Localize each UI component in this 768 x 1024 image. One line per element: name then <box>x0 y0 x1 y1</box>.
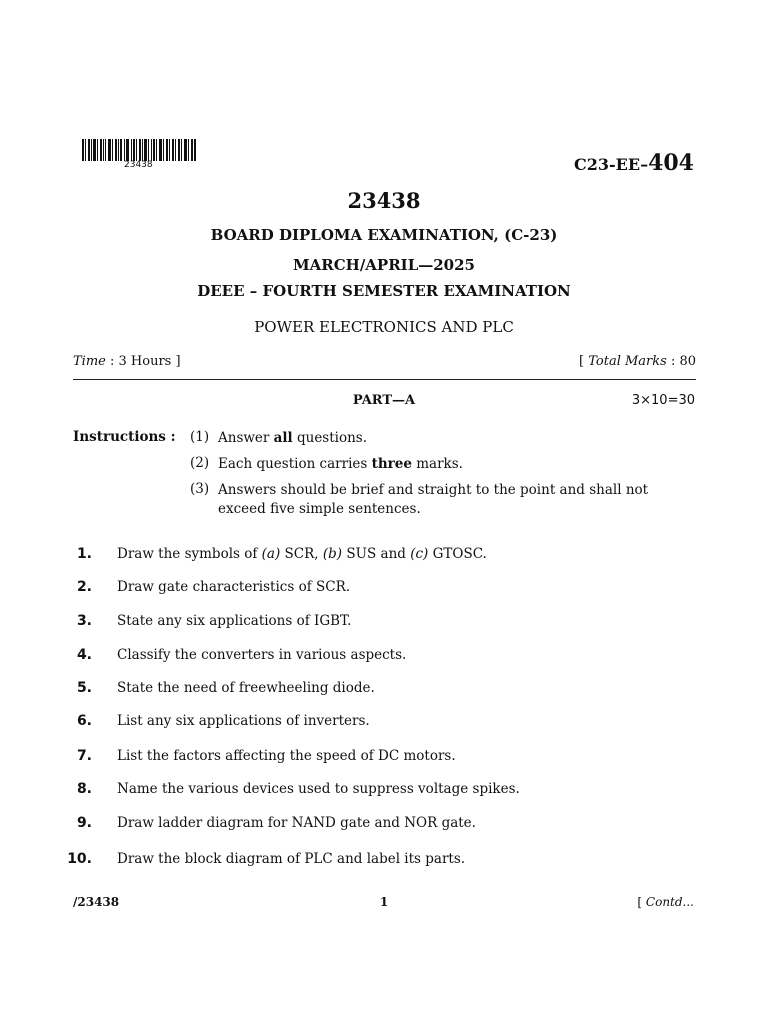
question-text: Name the various devices used to suppress voltage spikes. <box>117 781 520 797</box>
paper-code <box>574 150 694 176</box>
paper-code-prefix: C23-EE– <box>574 155 649 174</box>
instruction-item <box>190 429 678 448</box>
barcode <box>82 139 196 161</box>
paper-code-number: 404 <box>648 150 694 176</box>
question-text: State the need of freewheeling diode. <box>117 680 375 696</box>
footer-contd <box>637 895 694 909</box>
total-marks <box>579 354 696 369</box>
total-marks-bracket: [ <box>579 354 589 369</box>
instruction-number: (1) <box>190 429 210 445</box>
question-number: 7. <box>76 748 92 764</box>
question-number: 1. <box>76 546 92 562</box>
question-text: List any six applications of inverters. <box>117 713 370 729</box>
part-marks: 3×10=30 <box>631 393 695 408</box>
footer-contd-bracket: [ <box>637 895 646 909</box>
question-number: 8. <box>76 781 92 797</box>
instruction-item <box>190 455 678 474</box>
total-marks-value: : 80 <box>666 354 696 369</box>
exam-title: BOARD DIPLOMA EXAMINATION, (C-23) <box>210 226 558 244</box>
exam-semester: DEEE – FOURTH SEMESTER EXAMINATION <box>197 282 571 300</box>
subject-title: POWER ELECTRONICS AND PLC <box>254 318 514 336</box>
instruction-text: Each question carries three marks. <box>218 456 463 472</box>
question-text: State any six applications of IGBT. <box>117 613 352 629</box>
question-text: Draw ladder diagram for NAND gate and NOR gate. <box>117 815 476 831</box>
question-number: 4. <box>76 647 92 663</box>
question-text: Draw the block diagram of PLC and label its parts. <box>117 851 466 867</box>
question-text: Draw the symbols of (a) SCR, (b) SUS and (c) GTOSC. <box>117 546 487 562</box>
page-number: 1 <box>379 895 389 909</box>
part-title: PART—A <box>352 393 416 408</box>
question-number: 3. <box>76 613 92 629</box>
instruction-item <box>190 481 678 519</box>
footer-code: /23438 <box>73 895 120 909</box>
question-number: 10. <box>67 851 92 867</box>
serial-number: 23438 <box>347 188 421 213</box>
footer-contd-text: Contd... <box>645 895 694 909</box>
question-text: List the factors affecting the speed of DC motors. <box>117 748 456 764</box>
exam-session: MARCH/APRIL—2025 <box>293 256 475 274</box>
instructions-label: Instructions : <box>73 429 176 445</box>
header-divider <box>73 379 696 380</box>
total-marks-label: Total Marks <box>588 354 667 369</box>
question-number: 5. <box>76 680 92 696</box>
question-number: 9. <box>76 815 92 831</box>
instruction-number: (3) <box>190 481 210 497</box>
time-label: Time <box>73 354 106 369</box>
question-text: Draw gate characteristics of SCR. <box>117 579 351 595</box>
time-value: : 3 Hours ] <box>110 354 181 369</box>
barcode-number: 23438 <box>124 160 153 170</box>
question-number: 2. <box>76 579 92 595</box>
instruction-number: (2) <box>190 455 210 471</box>
time-allowed <box>73 354 181 369</box>
question-text: Classify the converters in various aspects. <box>117 647 407 663</box>
instruction-text: Answers should be brief and straight to the point and shall not exceed five simple sentences. <box>218 482 649 517</box>
instruction-text: Answer all questions. <box>218 430 368 446</box>
question-number: 6. <box>76 713 92 729</box>
